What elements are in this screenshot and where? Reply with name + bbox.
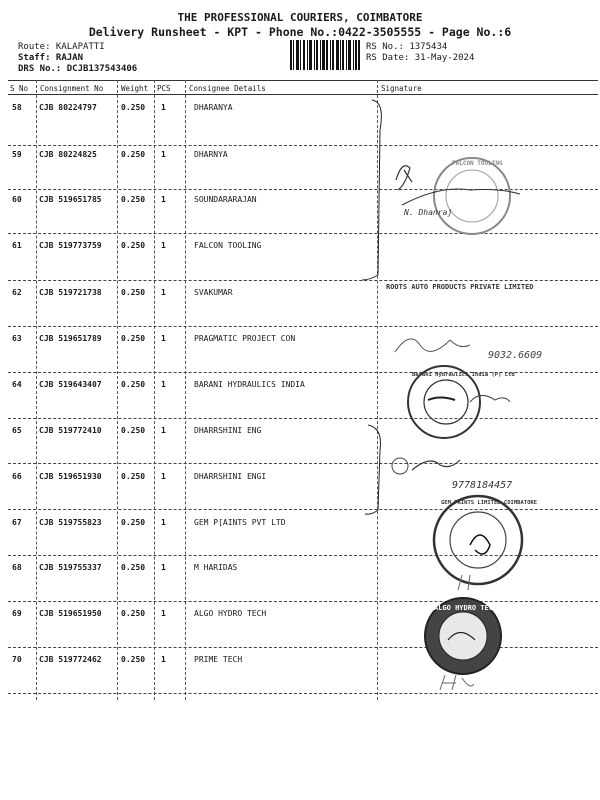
row-consignee: FALCON TOOLING bbox=[194, 241, 262, 250]
row-consignment: CJB 519755337 bbox=[39, 563, 102, 572]
row-consignee: DHARRSHINI ENGI bbox=[194, 472, 267, 481]
signature-scribble bbox=[412, 460, 460, 470]
col-sno: S No bbox=[10, 84, 29, 93]
row-pcs: 1 bbox=[161, 655, 166, 664]
signature-scribble bbox=[470, 395, 510, 402]
row-weight: 0.250 bbox=[121, 241, 146, 250]
signature-scribble bbox=[396, 166, 412, 190]
row-sno: 60 bbox=[12, 195, 22, 204]
row-pcs: 1 bbox=[161, 241, 166, 250]
row-consignee: DHARANYA bbox=[194, 103, 233, 112]
row-pcs: 1 bbox=[161, 518, 166, 527]
row-weight: 0.250 bbox=[121, 563, 146, 572]
row-weight: 0.250 bbox=[121, 334, 146, 343]
row-consignment: CJB 80224797 bbox=[39, 103, 97, 112]
row-sno: 69 bbox=[12, 609, 22, 618]
col-signature: Signature bbox=[381, 84, 422, 93]
row-sno: 67 bbox=[12, 518, 22, 527]
row-consignee: PRAGMATIC PROJECT CON bbox=[194, 334, 296, 343]
signature-scribble bbox=[440, 675, 474, 690]
signature-scribble bbox=[402, 189, 520, 205]
handwritten-name: N. Dhanraj bbox=[404, 208, 453, 217]
gem-stamp-inner bbox=[450, 512, 506, 568]
row-consignee: M HARIDAS bbox=[194, 563, 238, 572]
barani-stamp-inner bbox=[424, 380, 468, 424]
row-sno: 61 bbox=[12, 241, 22, 250]
row-sno: 65 bbox=[12, 426, 22, 435]
route-label: Route: KALAPATTI bbox=[18, 42, 105, 52]
row-sno: 58 bbox=[12, 103, 22, 112]
handwritten-phone: 9032.6609 bbox=[488, 350, 543, 361]
stamp-mark bbox=[428, 398, 455, 401]
row-pcs: 1 bbox=[161, 472, 166, 481]
row-consignee: ALGO HYDRO TECH bbox=[194, 609, 267, 618]
row-consignee: DHARRSHINI ENG bbox=[194, 426, 262, 435]
row-pcs: 1 bbox=[161, 380, 166, 389]
row-pcs: 1 bbox=[161, 609, 166, 618]
rs-date-label: RS Date: 31-May-2024 bbox=[366, 53, 475, 63]
bracket-mark bbox=[365, 425, 381, 514]
company-title: THE PROFESSIONAL COURIERS, COIMBATORE bbox=[177, 11, 423, 24]
falcon-stamp bbox=[434, 158, 510, 234]
col-consignment: Consignment No bbox=[40, 84, 104, 93]
row-weight: 0.250 bbox=[121, 150, 146, 159]
row-pcs: 1 bbox=[161, 426, 166, 435]
row-consignment: CJB 519773759 bbox=[39, 241, 102, 250]
row-sno: 64 bbox=[12, 380, 22, 389]
signature-scribble bbox=[470, 535, 490, 554]
handwritten-phone: 9778184457 bbox=[452, 480, 513, 491]
row-consignment: CJB 519772410 bbox=[39, 426, 102, 435]
row-pcs: 1 bbox=[161, 195, 166, 204]
row-weight: 0.250 bbox=[121, 518, 146, 527]
algo-stamp-inner bbox=[439, 612, 487, 660]
row-sno: 70 bbox=[12, 655, 22, 664]
row-pcs: 1 bbox=[161, 334, 166, 343]
row-sno: 59 bbox=[12, 150, 22, 159]
row-consignee: DHARNYA bbox=[194, 150, 228, 159]
row-consignment: CJB 519651950 bbox=[39, 609, 102, 618]
row-consignment: CJB 519755823 bbox=[39, 518, 102, 527]
col-pcs: PCS bbox=[157, 84, 171, 93]
row-weight: 0.250 bbox=[121, 655, 146, 664]
barani-stamp-text: Barani Hydraulics India (P) Ltd bbox=[412, 372, 515, 378]
gem-stamp-text: GEM PAINTS LIMITED COIMBATORE bbox=[441, 500, 538, 506]
algo-stamp-text: ALGO HYDRO TECH bbox=[434, 604, 498, 612]
row-consignee: BARANI HYDRAULICS INDIA bbox=[194, 380, 305, 389]
row-consignment: CJB 519721738 bbox=[39, 288, 102, 297]
roots-stamp-text: ROOTS AUTO PRODUCTS PRIVATE LIMITED bbox=[386, 283, 534, 291]
falcon-stamp-inner bbox=[446, 170, 498, 222]
row-weight: 0.250 bbox=[121, 472, 146, 481]
row-consignment: CJB 519643407 bbox=[39, 380, 102, 389]
col-weight: Weight bbox=[121, 84, 149, 93]
row-weight: 0.250 bbox=[121, 609, 146, 618]
row-pcs: 1 bbox=[161, 563, 166, 572]
row-consignee: GEM P[AINTS PVT LTD bbox=[194, 518, 286, 527]
bracket-mark bbox=[362, 100, 381, 280]
rs-no-label: RS No.: 1375434 bbox=[366, 42, 448, 52]
row-pcs: 1 bbox=[161, 288, 166, 297]
row-consignment: CJB 519651785 bbox=[39, 195, 102, 204]
row-sno: 66 bbox=[12, 472, 22, 481]
signature-scribble bbox=[395, 339, 470, 352]
row-weight: 0.250 bbox=[121, 288, 146, 297]
row-consignment: CJB 519651789 bbox=[39, 334, 102, 343]
row-weight: 0.250 bbox=[121, 426, 146, 435]
row-sno: 68 bbox=[12, 563, 22, 572]
staff-label: Staff: RAJAN bbox=[18, 53, 84, 63]
row-weight: 0.250 bbox=[121, 103, 146, 112]
row-consignment: CJB 519651930 bbox=[39, 472, 102, 481]
row-consignee: PRIME TECH bbox=[194, 655, 243, 664]
row-consignment: CJB 519772462 bbox=[39, 655, 102, 664]
col-consignee: Consignee Details bbox=[189, 84, 266, 93]
row-consignment: CJB 80224825 bbox=[39, 150, 97, 159]
row-sno: 62 bbox=[12, 288, 22, 297]
gem-stamp bbox=[434, 496, 522, 584]
falcon-stamp-text: FALCON TOOLING bbox=[452, 160, 503, 167]
row-consignee: SOUNDARARAJAN bbox=[194, 195, 257, 204]
signature-scribble bbox=[392, 458, 408, 474]
row-pcs: 1 bbox=[161, 103, 166, 112]
row-weight: 0.250 bbox=[121, 195, 146, 204]
row-weight: 0.250 bbox=[121, 380, 146, 389]
row-consignee: SVAKUMAR bbox=[194, 288, 233, 297]
drs-label: DRS No.: DCJB137543406 bbox=[18, 64, 138, 74]
row-pcs: 1 bbox=[161, 150, 166, 159]
runsheet-title: Delivery Runsheet - KPT - Phone No.:0422-3505555 - Page No.:6 bbox=[88, 25, 512, 39]
row-sno: 63 bbox=[12, 334, 22, 343]
